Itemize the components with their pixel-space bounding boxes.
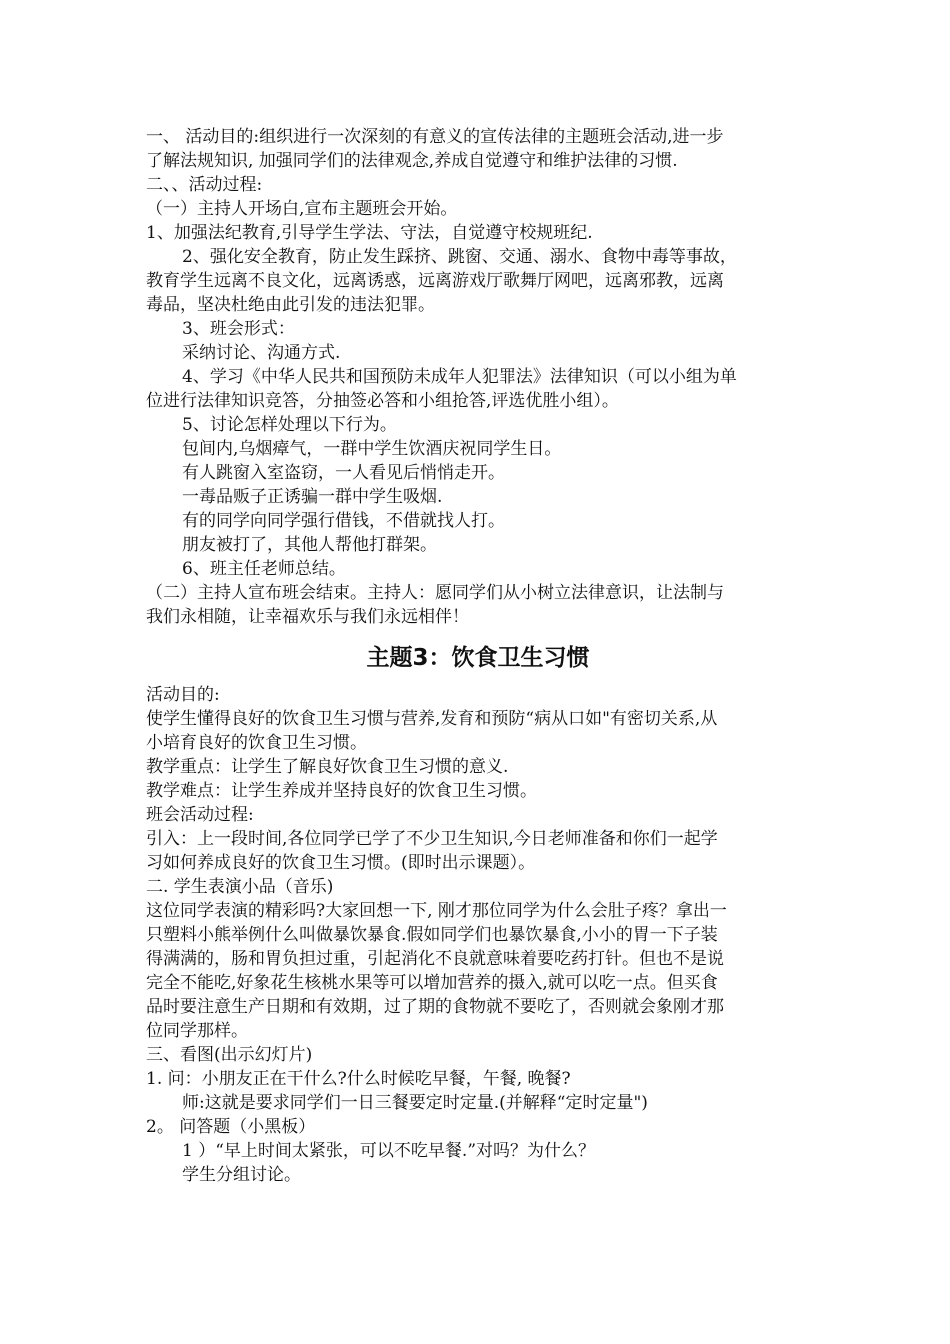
text-line: 教学难点：让学生养成并坚持良好的饮食卫生习惯。 [146, 781, 537, 801]
document-page [146, 125, 810, 1187]
text-line: 三、看图(出示幻灯片) [146, 1045, 313, 1065]
text-line: 二、、活动过程: [146, 175, 263, 195]
text-line: 了解法规知识, 加强同学们的法律观念,养成自觉遵守和维护法律的习惯. [146, 151, 678, 171]
text-line: 5、讨论怎样处理以下行为。 [182, 415, 397, 435]
text-line: 位同学那样。 [146, 1021, 248, 1041]
text-line: 一毒品贩子正诱骗一群中学生吸烟. [182, 487, 443, 507]
text-line: 这位同学表演的精彩吗?大家回想一下, 刚才那位同学为什么会肚子疼？拿出一 [146, 901, 727, 921]
text-line: 一、 活动目的:组织进行一次深刻的有意义的宣传法律的主题班会活动,进一步 [146, 127, 724, 147]
text-line: 只塑料小熊举例什么叫做暴饮暴食.假如同学们也暴饮暴食,小小的胃一下子装 [146, 925, 718, 945]
text-line: 习如何养成良好的饮食卫生习惯。(即时出示课题）。 [146, 853, 536, 873]
text-line: 毒品，坚决杜绝由此引发的违法犯罪。 [146, 295, 435, 315]
text-line: 1. 问：小朋友正在干什么?什么时候吃早餐，午餐, 晚餐? [146, 1069, 571, 1089]
section-law-class-meeting [146, 125, 810, 629]
text-line: 位进行法律知识竞答，分抽签必答和小组抢答,评选优胜小组）。 [146, 391, 619, 411]
text-line: 1 ）“早上时间太紧张，可以不吃早餐.”对吗？为什么？ [182, 1141, 596, 1161]
text-line: 引入：上一段时间,各位同学已学了不少卫生知识,今日老师准备和你们一起学 [146, 829, 718, 849]
text-line: （二）主持人宣布班会结束。主持人：愿同学们从小树立法律意识，让法制与 [146, 583, 724, 603]
section-heading: 主题3：饮食卫生习惯 [366, 645, 590, 671]
text-line: 活动目的: [146, 685, 220, 705]
text-line: 品时要注意生产日期和有效期，过了期的食物就不要吃了，否则就会象刚才那 [146, 997, 724, 1017]
text-line: 完全不能吃,好象花生核桃水果等可以增加营养的摄入,就可以吃一点。但买食 [146, 973, 718, 993]
text-line: 小培育良好的饮食卫生习惯。 [146, 733, 367, 753]
text-line: 2。 问答题（小黑板） [146, 1117, 316, 1137]
text-line: 采纳讨论、沟通方式. [182, 343, 341, 363]
text-line: 教学重点：让学生了解良好饮食卫生习惯的意义. [146, 757, 509, 777]
text-line: 班会活动过程: [146, 805, 254, 825]
text-line: 二. 学生表演小品（音乐) [146, 877, 334, 897]
text-line: 教育学生远离不良文化，远离诱惑，远离游戏厅歌舞厅网吧，远离邪教，远离 [146, 271, 724, 291]
text-line: 2、强化安全教育，防止发生踩挤、跳窗、交通、溺水、食物中毒等事故， [182, 247, 737, 267]
text-line: 包间内,乌烟瘴气，一群中学生饮酒庆祝同学生日。 [182, 439, 562, 459]
text-line: 4、学习《中华人民共和国预防未成年人犯罪法》法律知识（可以小组为单 [182, 367, 737, 387]
text-line: （一）主持人开场白,宣布主题班会开始。 [146, 199, 458, 219]
text-line: 有人跳窗入室盗窃，一人看见后悄悄走开。 [182, 463, 505, 483]
text-line: 得满满的，肠和胃负担过重，引起消化不良就意味着要吃药打针。但也不是说 [146, 949, 724, 969]
text-line: 朋友被打了，其他人帮他打群架。 [182, 535, 437, 555]
text-line: 学生分组讨论。 [182, 1165, 301, 1185]
text-line: 师:这就是要求同学们一日三餐要定时定量.(并解释“定时定量") [182, 1093, 648, 1113]
section-diet-hygiene [146, 683, 810, 1187]
text-line: 我们永相随，让幸福欢乐与我们永远相伴！ [146, 607, 469, 627]
text-line: 有的同学向同学强行借钱，不借就找人打。 [182, 511, 505, 531]
text-line: 6、班主任老师总结。 [182, 559, 346, 579]
text-line: 使学生懂得良好的饮食卫生习惯与营养,发育和预防“病从口如"有密切关系,从 [146, 709, 718, 729]
text-line: 3、班会形式： [182, 319, 295, 339]
text-line: 1、加强法纪教育,引导学生学法、守法，自觉遵守校规班纪. [146, 223, 593, 243]
